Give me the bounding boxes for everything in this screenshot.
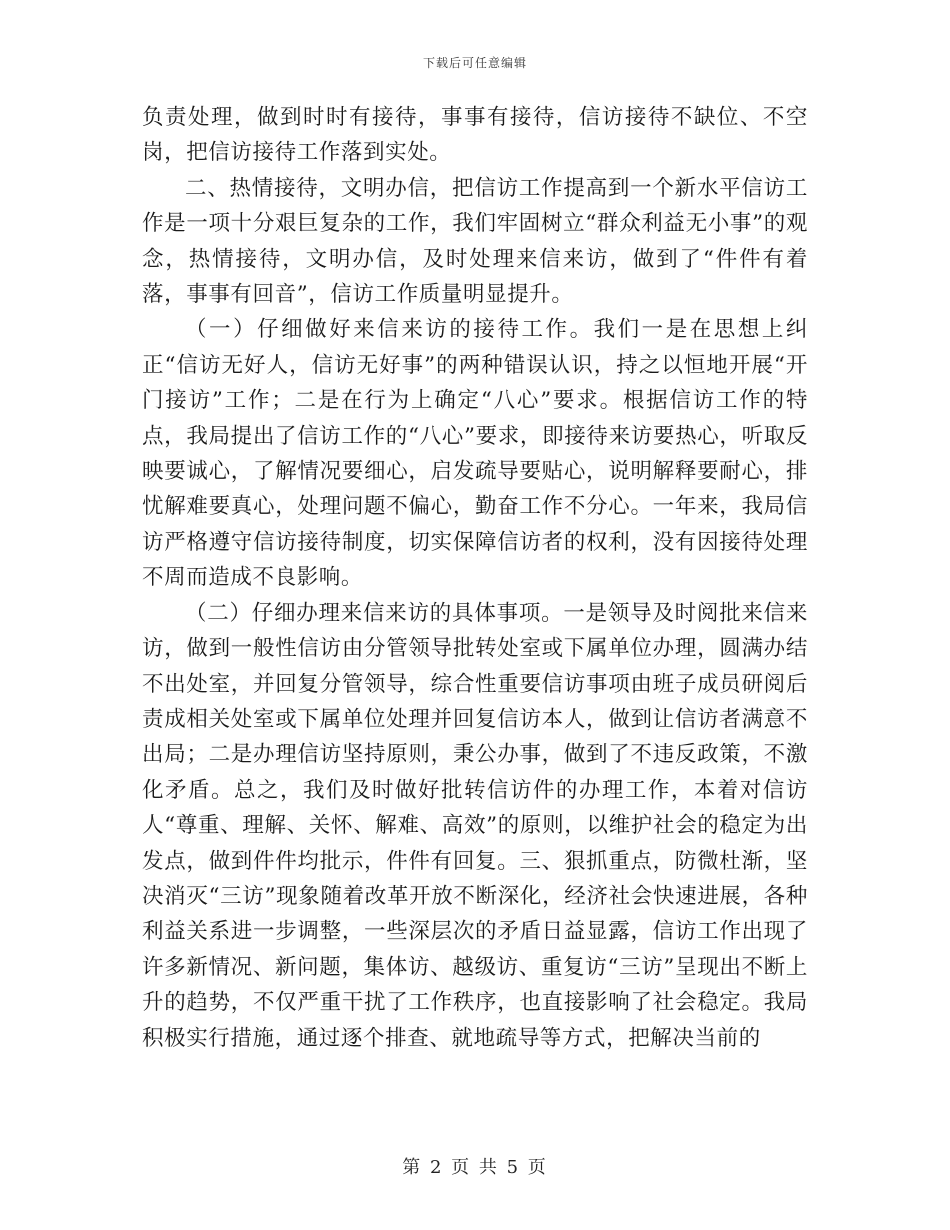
paragraph-section-two: 二、热情接待，文明办信，把信访工作提高到一个新水平信访工作是一项十分艰巨复杂的工作，我们牢固树立“群众利益无小事”的观念，热情接待，文明办信，及时处理来信来访，做到了“件件有着落，事事有回音”，信访工作质量明显提升。: [142, 175, 808, 308]
paragraph-subsection-one: （一）仔细做好来信来访的接待工作。我们一是在思想上纠正“信访无好人，信访无好事”的两种错误认识，持之以恒地开展“开门接访”工作；二是在行为上确定“八心”要求。根据信访工作的特点，我局提出了信访工作的“八心”要求，即接待来访要热心，听取反映要诚心，了解情况要细心，启发疏导要贴心，说明解释要耐心，排忧解难要真心，处理问题不偏心，勤奋工作不分心。一年来，我局信访严格遵守信访接待制度，切实保障信访者的权利，没有因接待处理不周而造成不良影响。: [142, 317, 808, 591]
page-header: 下载后可任意编辑: [422, 56, 527, 70]
page-number: 第 2 页 共 5 页: [402, 1157, 548, 1178]
paragraph-continuation: 负责处理，做到时时有接待，事事有接待，信访接待不缺位、不空岗，把信访接待工作落到实处。: [142, 105, 808, 166]
paragraph-subsection-two: （二）仔细办理来信来访的具体事项。一是领导及时阅批来信来访，做到一般性信访由分管领导批转处室或下属单位办理，圆满办结不出处室，并回复分管领导，综合性重要信访事项由班子成员研阅后责成相关处室或下属单位处理并回复信访本人，做到让信访者满意不出局；二是办理信访坚持原则，秉公办事，做到了不违反政策，不激化矛盾。总之，我们及时做好批转信访件的办理工作，本着对信访人“尊重、理解、关怀、解难、高效”的原则，以维护社会的稳定为出发点，做到件件均批示，件件有回复。三、狠抓重点，防微杜渐，坚决消灭“三访”现象随着改革开放不断深化，经济社会快速进展，各种利益关系进一步调整，一些深层次的矛盾日益显露，信访工作出现了许多新情况、新问题，集体访、越级访、重复访“三访”呈现出不断上升的趋势，不仅严重干扰了工作秩序，也直接影响了社会稳定。我局积极实行措施，通过逐个排查、就地疏导等方式，把解决当前的: [142, 600, 808, 1051]
document-body: [142, 100, 808, 1056]
